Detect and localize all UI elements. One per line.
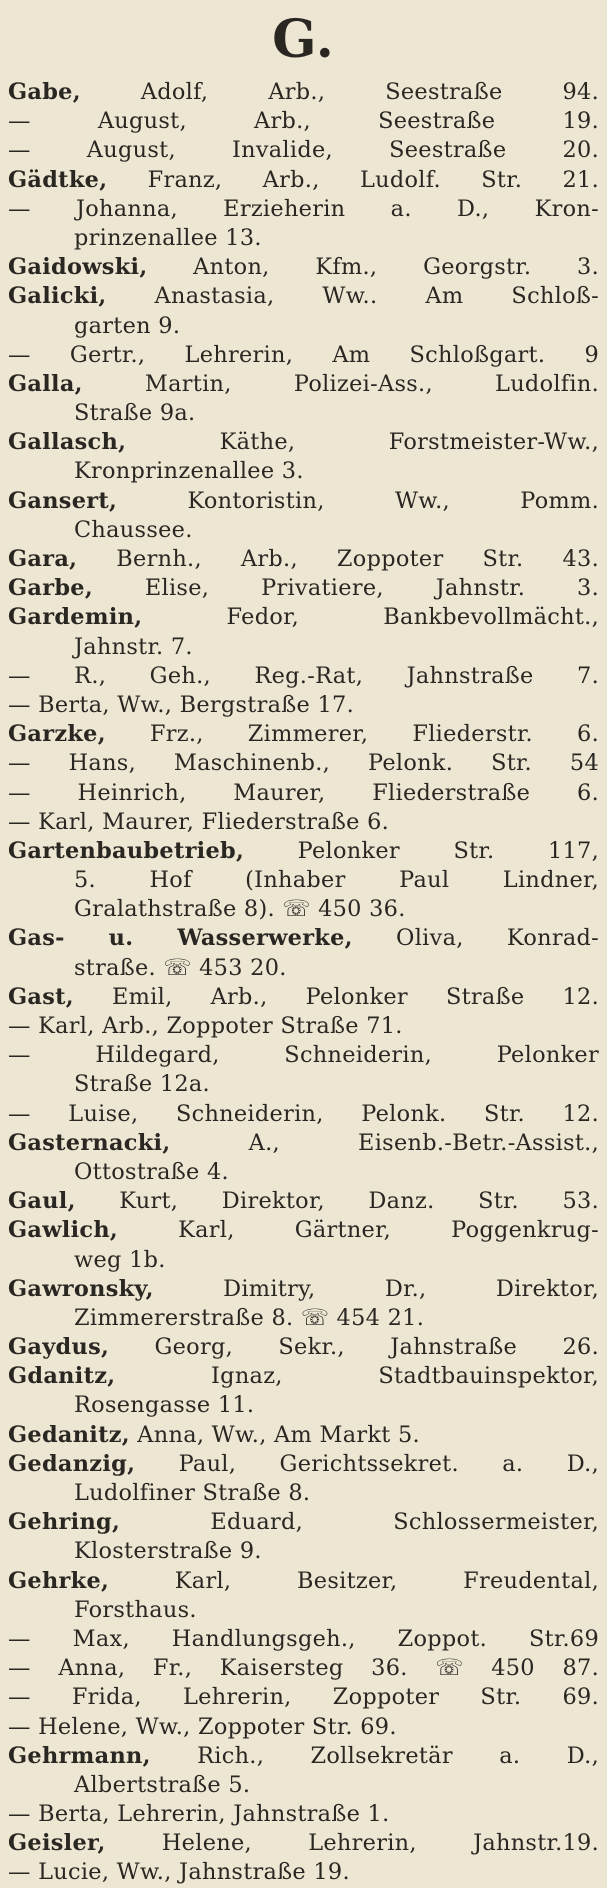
entry-continuation-line: [8, 1596, 599, 1625]
entry-details: Chaussee.: [74, 516, 193, 543]
directory-entry-line: [8, 1421, 599, 1450]
entry-surname: Geisler,: [8, 1830, 106, 1857]
entry-details: Elise, Privatiere, Jahnstr. 3.: [92, 575, 599, 602]
entry-continuation-line: [8, 1391, 599, 1420]
entry-details: Anastasia, Ww.. Am Schloß-: [106, 283, 599, 310]
directory-entry-line: [8, 136, 599, 165]
entry-surname: Gara,: [8, 546, 78, 572]
entry-details: — Gertr., Lehrerin, Am Schloßgart. 9: [8, 341, 599, 368]
directory-entry-line: [8, 1829, 599, 1858]
entry-surname: Gaidowski,: [8, 254, 148, 281]
entry-details: Jahnstr. 7.: [74, 633, 193, 660]
entry-continuation-line: [8, 457, 599, 486]
directory-entry-line: [8, 78, 599, 107]
entry-details: garten 9.: [74, 312, 181, 339]
entry-details: — R., Geh., Reg.-Rat, Jahnstraße 7.: [8, 662, 599, 689]
entry-details: Karl, Gärtner, Poggenkrug-: [118, 1217, 599, 1244]
directory-entry-line: [8, 341, 599, 370]
directory-entry-line: [8, 662, 599, 691]
entry-continuation-line: [8, 954, 599, 983]
entry-surname: Gallasch,: [8, 429, 127, 456]
directory-entry-line: [8, 837, 599, 866]
entry-details: Ludolfiner Straße 8.: [74, 1480, 311, 1506]
directory-entry-line: [8, 720, 599, 749]
entry-details: — Hans, Maschinenb., Pelonk. Str. 54: [8, 750, 599, 777]
entry-details: Anton, Kfm., Georgstr. 3.: [147, 254, 599, 281]
entry-continuation-line: [8, 1246, 599, 1275]
entry-details: Martin, Polizei-Ass., Ludolfin.: [82, 370, 599, 397]
directory-entry-line: [8, 428, 599, 457]
entry-details: Kronprinzenallee 3.: [74, 458, 304, 485]
entry-surname: Garbe,: [8, 575, 93, 602]
entry-details: — Frida, Lehrerin, Zoppoter Str. 69.: [8, 1684, 599, 1711]
directory-entry-line: [8, 282, 599, 311]
entry-continuation-line: [8, 895, 599, 924]
entry-surname: Gehrmann,: [8, 1742, 151, 1769]
entry-details: Ignaz, Stadtbauinspektor,: [115, 1363, 599, 1390]
entry-details: Rosengasse 11.: [74, 1392, 255, 1419]
entry-continuation-line: [8, 1537, 599, 1566]
entry-details: Klosterstraße 9.: [74, 1538, 262, 1565]
directory-entry-line: [8, 545, 599, 574]
entry-surname: Gansert,: [8, 487, 118, 514]
directory-entry-line: [8, 1742, 599, 1771]
entry-details: Käthe, Forstmeister-Ww.,: [126, 429, 599, 456]
entry-details: Paul, Gerichtssekret. a. D.,: [135, 1450, 599, 1477]
entry-details: Georg, Sekr., Jahnstraße 26.: [109, 1334, 599, 1361]
entry-details: Fedor, Bankbevollmächt.,: [142, 604, 599, 631]
entry-details: Albertstraße 5.: [74, 1771, 251, 1798]
directory-entry-line: [8, 166, 599, 195]
directory-entry-line: [8, 983, 599, 1012]
entry-continuation-line: [8, 1771, 599, 1800]
entry-details: prinzenallee 13.: [74, 224, 262, 251]
directory-entry-line: [8, 1187, 599, 1216]
entry-surname: Gabe,: [8, 79, 81, 105]
entry-surname: Gädtke,: [8, 166, 108, 193]
entry-details: Straße 12a.: [74, 1071, 210, 1098]
entry-continuation-line: [8, 312, 599, 341]
entry-surname: Gehring,: [8, 1509, 121, 1536]
directory-entry-line: [8, 924, 599, 953]
entry-details: Bernh., Arb., Zoppoter Str. 43.: [77, 546, 599, 572]
directory-entry-line: [8, 749, 599, 778]
entry-surname: Gardemin,: [8, 604, 143, 631]
directory-entry-line: [8, 370, 599, 399]
entry-details: — Luise, Schneiderin, Pelonk. Str. 12.: [8, 1100, 599, 1127]
entry-continuation-line: [8, 1158, 599, 1187]
entry-details: — Johanna, Erzieherin a. D., Kron-: [8, 195, 599, 222]
directory-entry-line: [8, 1713, 599, 1742]
entry-details: A., Eisenb.-Betr.-Assist.,: [170, 1129, 599, 1156]
entry-details: straße. ☏ 453 20.: [74, 954, 287, 981]
entry-details: Anna, Ww., Am Markt 5.: [129, 1421, 420, 1448]
directory-entry-line: [8, 1129, 599, 1158]
entry-surname: Gawlich,: [8, 1217, 119, 1244]
entry-details: — August, Invalide, Seestraße 20.: [8, 137, 599, 164]
entry-continuation-line: [8, 224, 599, 253]
directory-entry-line: [8, 1450, 599, 1479]
entry-continuation-line: [8, 866, 599, 895]
entry-continuation-line: [8, 1304, 599, 1333]
directory-entry-line: [8, 1362, 599, 1391]
directory-entry-line: [8, 779, 599, 808]
entry-details: Gralathstraße 8). ☏ 450 36.: [74, 896, 406, 923]
directory-entry-line: [8, 1100, 599, 1129]
entry-continuation-line: [8, 1479, 599, 1508]
entry-details: Dimitry, Dr., Direktor,: [153, 1275, 599, 1302]
entry-details: Kurt, Direktor, Danz. Str. 53.: [75, 1188, 599, 1215]
entry-details: weg 1b.: [74, 1246, 166, 1273]
entry-details: Emil, Arb., Pelonker Straße 12.: [73, 983, 599, 1010]
entry-surname: Gas- u. Wasserwerke,: [8, 925, 353, 952]
entry-continuation-line: [8, 399, 599, 428]
directory-entry-line: [8, 195, 599, 224]
directory-entry-line: [8, 1567, 599, 1596]
entry-details: — Karl, Maurer, Fliederstraße 6.: [8, 808, 390, 835]
entry-surname: Garzke,: [8, 721, 106, 748]
entry-surname: Gaydus,: [8, 1334, 110, 1361]
directory-entry-line: [8, 487, 599, 516]
entry-details: Karl, Besitzer, Freudental,: [109, 1567, 599, 1594]
directory-entry-line: [8, 603, 599, 632]
directory-entries: [8, 78, 599, 1888]
entry-details: Oliva, Konrad-: [352, 925, 599, 952]
entry-details: — Helene, Ww., Zoppoter Str. 69.: [8, 1713, 397, 1740]
entry-details: — Anna, Fr., Kaisersteg 36. ☏ 450 87.: [8, 1655, 599, 1682]
entry-continuation-line: [8, 1070, 599, 1099]
directory-entry-line: [8, 1041, 599, 1070]
entry-surname: Gdanitz,: [8, 1363, 116, 1390]
entry-surname: Gehrke,: [8, 1567, 110, 1594]
entry-details: Rich., Zollsekretär a. D.,: [150, 1742, 599, 1769]
entry-details: Frz., Zimmerer, Fliederstr. 6.: [105, 721, 599, 748]
entry-continuation-line: [8, 516, 599, 545]
directory-entry-line: [8, 107, 599, 136]
entry-details: Adolf, Arb., Seestraße 94.: [80, 79, 599, 105]
directory-entry-line: [8, 1683, 599, 1712]
entry-surname: Gawronsky,: [8, 1275, 154, 1302]
entry-details: Straße 9a.: [74, 400, 196, 427]
entry-details: Forsthaus.: [74, 1596, 197, 1623]
entry-surname: Galla,: [8, 370, 83, 397]
entry-details: — Heinrich, Maurer, Fliederstraße 6.: [8, 779, 599, 806]
directory-entry-line: [8, 1800, 599, 1829]
section-letter-heading: G.: [272, 9, 335, 70]
entry-details: 5. Hof (Inhaber Paul Lindner,: [74, 867, 599, 894]
directory-entry-line: [8, 691, 599, 720]
directory-entry-line: [8, 1654, 599, 1683]
entry-details: Eduard, Schlossermeister,: [120, 1509, 599, 1536]
entry-details: Helene, Lehrerin, Jahnstr.19.: [105, 1830, 599, 1857]
entry-details: Pelonker Str. 117,: [244, 837, 599, 864]
entry-details: — Karl, Arb., Zoppoter Straße 71.: [8, 1013, 403, 1039]
entry-surname: Gasternacki,: [8, 1129, 171, 1156]
entry-details: — Berta, Lehrerin, Jahnstraße 1.: [8, 1801, 390, 1828]
directory-entry-line: [8, 1508, 599, 1537]
directory-entry-line: [8, 808, 599, 837]
entry-surname: Gast,: [8, 983, 74, 1010]
entry-details: — Lucie, Ww., Jahnstraße 19.: [8, 1859, 350, 1886]
entry-surname: Gedanitz,: [8, 1421, 130, 1448]
directory-entry-line: [8, 1333, 599, 1362]
entry-details: — Max, Handlungsgeh., Zoppot. Str.69: [8, 1625, 599, 1652]
entry-surname: Gartenbaubetrieb,: [8, 837, 245, 864]
directory-entry-line: [8, 1275, 599, 1304]
entry-details: — August, Arb., Seestraße 19.: [8, 108, 599, 135]
directory-entry-line: [8, 1012, 599, 1041]
directory-entry-line: [8, 253, 599, 282]
directory-entry-line: [8, 1858, 599, 1887]
entry-details: Zimmererstraße 8. ☏ 454 21.: [74, 1304, 425, 1331]
entry-details: Franz, Arb., Ludolf. Str. 21.: [107, 166, 599, 193]
entry-surname: Gaul,: [8, 1188, 76, 1215]
entry-details: Ottostraße 4.: [74, 1158, 229, 1185]
entry-details: — Hildegard, Schneiderin, Pelonker: [8, 1042, 599, 1069]
directory-entry-line: [8, 574, 599, 603]
directory-entry-line: [8, 1625, 599, 1654]
directory-entry-line: [8, 1216, 599, 1245]
entry-continuation-line: [8, 633, 599, 662]
entry-surname: Gedanzig,: [8, 1450, 136, 1477]
entry-surname: Galicki,: [8, 283, 107, 310]
entry-details: — Berta, Ww., Bergstraße 17.: [8, 691, 354, 718]
entry-details: Kontoristin, Ww., Pomm.: [117, 487, 599, 514]
